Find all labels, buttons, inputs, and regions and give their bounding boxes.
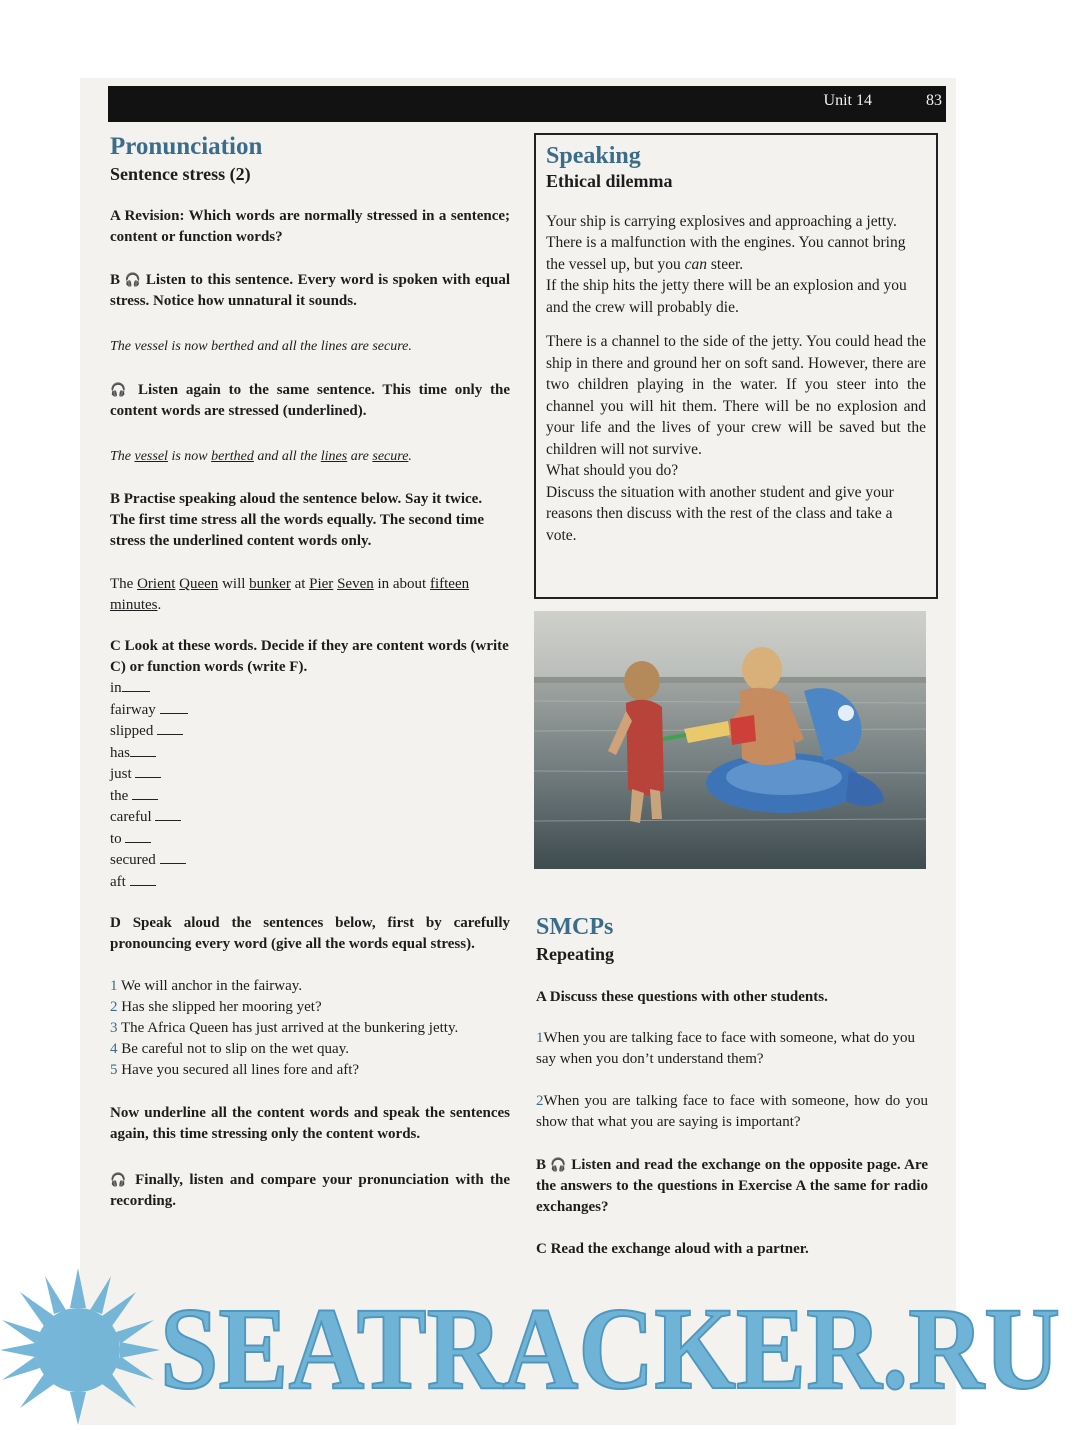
list-item: 3 The Africa Queen has just arrived at the bunkering jetty. <box>110 1020 459 1036</box>
finally-text: Finally, listen and compare your pronunciation with the recording. <box>110 1172 510 1209</box>
word-list <box>110 678 510 893</box>
example-sentence-3 <box>110 574 510 616</box>
word-item: careful <box>110 807 510 829</box>
word-item: aft <box>110 872 510 894</box>
word-item: fairway <box>110 700 510 722</box>
sentence-part: The <box>110 449 135 464</box>
underlined-word: berthed <box>211 449 254 464</box>
word-item: slipped <box>110 721 510 743</box>
underlined-word: minutes <box>110 597 158 613</box>
answer-blank[interactable] <box>160 850 186 864</box>
speaking-question: What should you do? <box>546 462 679 479</box>
exercise-a-text: Revision: Which words are normally stressed in a sentence; content or function words? <box>110 208 510 245</box>
pronunciation-section <box>110 132 510 1212</box>
pronunciation-subtitle: Sentence stress (2) <box>110 164 251 184</box>
underlined-word: lines <box>320 449 348 464</box>
answer-blank[interactable] <box>135 764 161 778</box>
word-item: the <box>110 786 510 808</box>
underlined-word: Pier <box>309 576 334 592</box>
underlined-word: Orient <box>137 576 176 592</box>
finally-instruction <box>110 1169 510 1212</box>
exercise-d-letter: D <box>110 915 121 931</box>
speaking-paragraph-1: Your ship is carrying explosives and approaching a jetty. There is a malfunction with the engines. You cannot bring the vessel up, but you can steer. If the ship hits the jetty there will be an explosion and you and the crew will probably die. <box>546 212 907 316</box>
word-item: to <box>110 829 510 851</box>
underlined-word: fifteen <box>429 576 470 592</box>
sentence-part: in about <box>373 576 430 592</box>
exercise-c-text: Look at these words. Decide if they are content words (write C) or function words (write F). <box>110 638 509 675</box>
underlined-word: Queen <box>179 576 219 592</box>
exercise-b1-letter: B <box>110 272 121 288</box>
exercise-d <box>110 913 510 955</box>
answer-blank[interactable] <box>125 829 151 843</box>
exercise-b1 <box>110 269 510 312</box>
list-item: 2 Has she slipped her mooring yet? <box>110 999 322 1015</box>
sentence-part: are <box>347 449 373 464</box>
list-item: 1 We will anchor in the fairway. <box>110 978 303 994</box>
page-number: 83 <box>926 92 942 109</box>
underlined-word: secure <box>372 449 409 464</box>
smcps-title: SMCPs <box>536 914 614 940</box>
headphones-icon: 🎧 <box>110 382 131 397</box>
watermark <box>0 1258 1080 1425</box>
sentence-part: The <box>110 576 138 592</box>
children-playing-photo <box>534 611 926 869</box>
speaking-paragraph-4: Discuss the situation with another student and give your reasons then discuss with the rest of the class and take a vote. <box>546 483 894 544</box>
list-item: 5 Have you secured all lines fore and aft? <box>110 1062 360 1078</box>
exercise-b2-text: Practise speaking aloud the sentence below. Say it twice. The first time stress all the words equally. The second time stress the underlined content words only. <box>110 491 485 549</box>
page-header-bar <box>108 86 946 122</box>
word-item: secured <box>110 850 510 872</box>
sunburst-icon <box>0 1268 160 1425</box>
speaking-title: Speaking <box>546 143 641 169</box>
unit-label: Unit 14 <box>823 92 872 109</box>
smcps-question-2: 2When you are talking face to face with someone, how do you show that what you are saying is important? <box>536 1093 928 1130</box>
listen-again-instruction <box>110 379 510 422</box>
word-item: has <box>110 743 510 765</box>
sentence-part: will <box>218 576 250 592</box>
exercise-a-letter: A <box>110 208 121 224</box>
word-item: in <box>110 678 510 700</box>
exercise-b2-letter: B <box>110 491 121 507</box>
headphones-icon: 🎧 <box>550 1157 568 1172</box>
exercise-c <box>110 636 510 678</box>
underline-instruction: Now underline all the content words and speak the sentences again, this time stressing only the content words. <box>110 1105 510 1142</box>
answer-blank[interactable] <box>155 807 181 821</box>
smcps-question-1: 1When you are talking face to face with someone, what do you say when you don’t understand them? <box>536 1030 916 1067</box>
watermark-text: SEATRACKER.RU <box>160 1283 1060 1414</box>
exercise-c-letter: C <box>110 638 121 654</box>
headphones-icon: 🎧 <box>110 1172 129 1187</box>
smcps-exercise-c: C Read the exchange aloud with a partner. <box>536 1241 809 1257</box>
exercise-d-text: Speak aloud the sentences below, first by carefully pronouncing every word (give all the words equal stress). <box>110 915 511 952</box>
sentence-part: at <box>290 576 310 592</box>
example-sentence-1: The vessel is now berthed and all the lines are secure. <box>110 339 412 354</box>
exercise-b1-text: Listen to this sentence. Every word is spoken with equal stress. Notice how unnatural it sounds. <box>110 272 510 309</box>
answer-blank[interactable] <box>130 872 156 886</box>
list-item: 4 Be careful not to slip on the wet quay. <box>110 1041 349 1057</box>
sentence-part: and all the <box>253 449 321 464</box>
answer-blank[interactable] <box>160 700 188 714</box>
answer-blank[interactable] <box>132 786 158 800</box>
underlined-word: bunker <box>249 576 291 592</box>
underlined-word: Seven <box>337 576 374 592</box>
sentence-part: . <box>408 449 412 464</box>
answer-blank[interactable] <box>157 721 183 735</box>
answer-blank[interactable] <box>130 743 156 757</box>
sentence-part: . <box>157 597 162 613</box>
word-item: just <box>110 764 510 786</box>
sentence-list <box>110 976 510 1081</box>
speaking-box <box>534 133 938 599</box>
exercise-a <box>110 206 510 248</box>
pronunciation-title: Pronunciation <box>110 133 263 160</box>
smcps-subtitle: Repeating <box>536 944 614 964</box>
speaking-subtitle: Ethical dilemma <box>546 171 673 191</box>
answer-blank[interactable] <box>122 678 150 692</box>
underlined-word: vessel <box>134 449 168 464</box>
smcps-exercise-b: B 🎧 Listen and read the exchange on the opposite page. Are the answers to the questions in Exercise A the same for radio exchanges? <box>536 1157 929 1215</box>
headphones-icon: 🎧 <box>124 272 142 287</box>
smcps-section <box>536 912 928 1260</box>
listen-again-text: Listen again to the same sentence. This time only the content words are stressed (underlined). <box>110 382 510 419</box>
sentence-part: is now <box>167 449 212 464</box>
exercise-b2 <box>110 489 510 552</box>
speaking-paragraph-2: There is a channel to the side of the jetty. You could head the ship in there and ground her on soft sand. However, there are two children playing in the water. If you steer into the channel you will hit them. There will be no explosion and your life and the lives of your crew will be saved but the children will not survive. <box>546 333 926 458</box>
example-sentence-2 <box>110 446 510 467</box>
smcps-exercise-a: A Discuss these questions with other students. <box>536 989 828 1005</box>
